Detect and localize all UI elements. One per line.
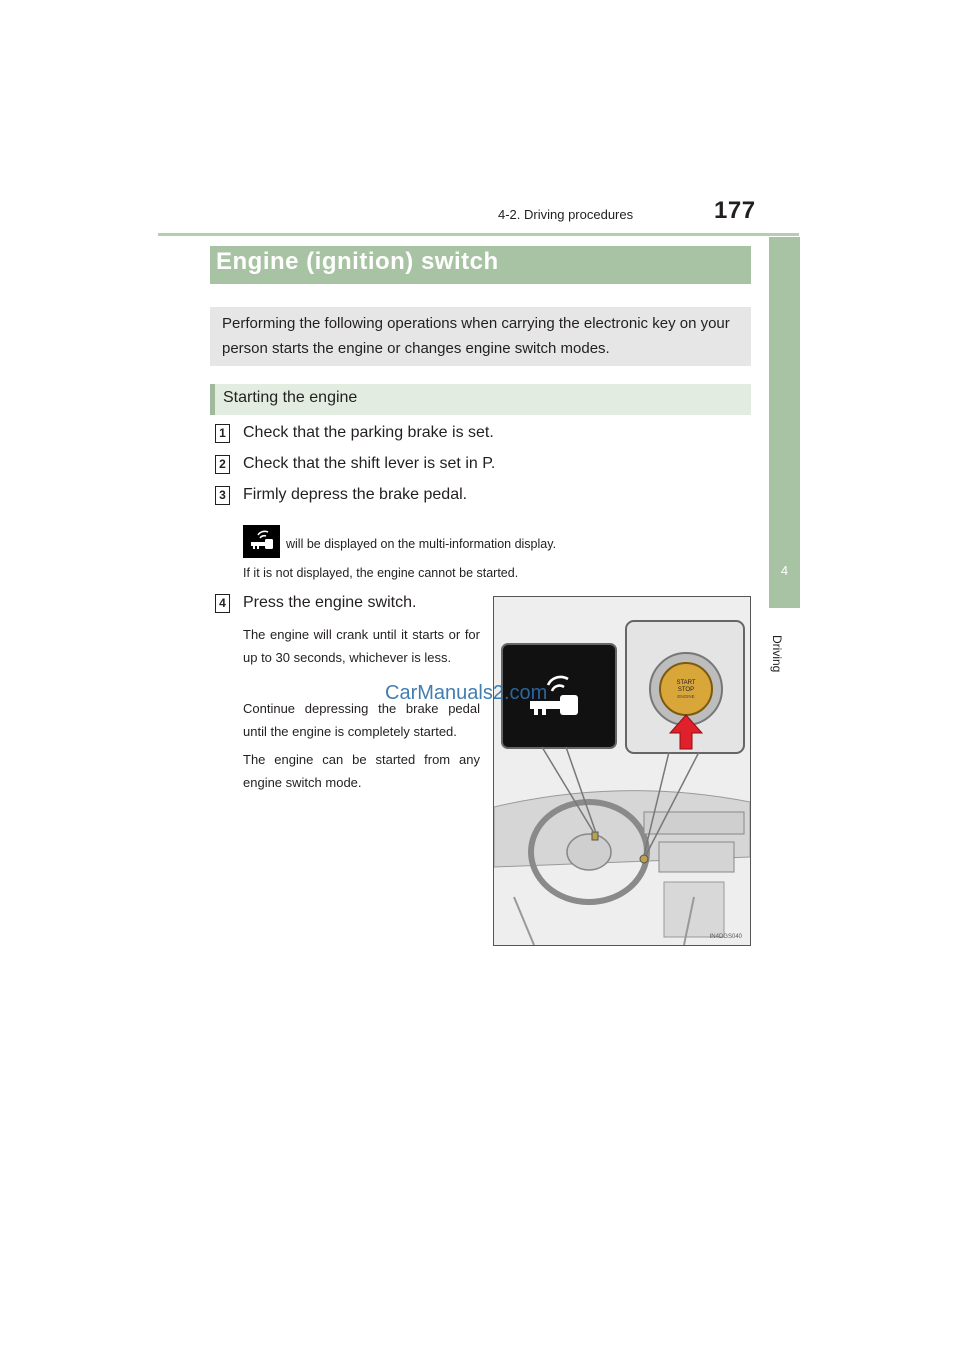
button-label-engine: ENGINE [677,694,695,699]
intro-text: Performing the following operations when carrying the electronic key on your person starts the engine or changes engine switch modes. [222,315,730,357]
chapter-number: 4 [780,563,789,578]
key-indicator-icon [243,525,280,558]
engine-switch-illustration [493,596,751,946]
not-displayed-note: If it is not displayed, the engine cannot be started. [243,566,519,580]
step-number: 1 [215,424,230,443]
chapter-label: Driving [770,635,784,673]
indicator-note: will be displayed on the multi-information display. [286,537,557,551]
step-text: Press the engine switch. [243,594,417,611]
step-number: 2 [215,455,230,474]
illustration-code: IN4DGS040 [709,934,742,940]
watermark: CarManuals2.com [385,682,548,704]
step4-paragraph: The engine will crank until it starts or for up to 30 seconds, whichever is less. [243,627,480,665]
step-text: Check that the parking brake is set. [243,424,494,441]
page-title: Engine (ignition) switch [216,248,499,275]
step-number: 4 [215,594,230,613]
header-rule [158,233,799,236]
button-label-stop: STOP [677,687,695,693]
button-label-start: START [676,680,696,686]
subheading-accent [210,384,215,415]
step4-paragraph: Continue depressing the brake pedal until the engine is completely started. [243,701,480,739]
step-number: 3 [215,486,230,505]
page-number: 177 [714,197,756,224]
step-text: Check that the shift lever is set in P. [243,455,496,472]
section-header: 4-2. Driving procedures [498,207,634,222]
chapter-tab [769,237,800,608]
step4-paragraph: The engine can be started from any engine switch mode. [243,752,480,790]
subheading: Starting the engine [223,389,358,406]
step-text: Firmly depress the brake pedal. [243,486,468,503]
